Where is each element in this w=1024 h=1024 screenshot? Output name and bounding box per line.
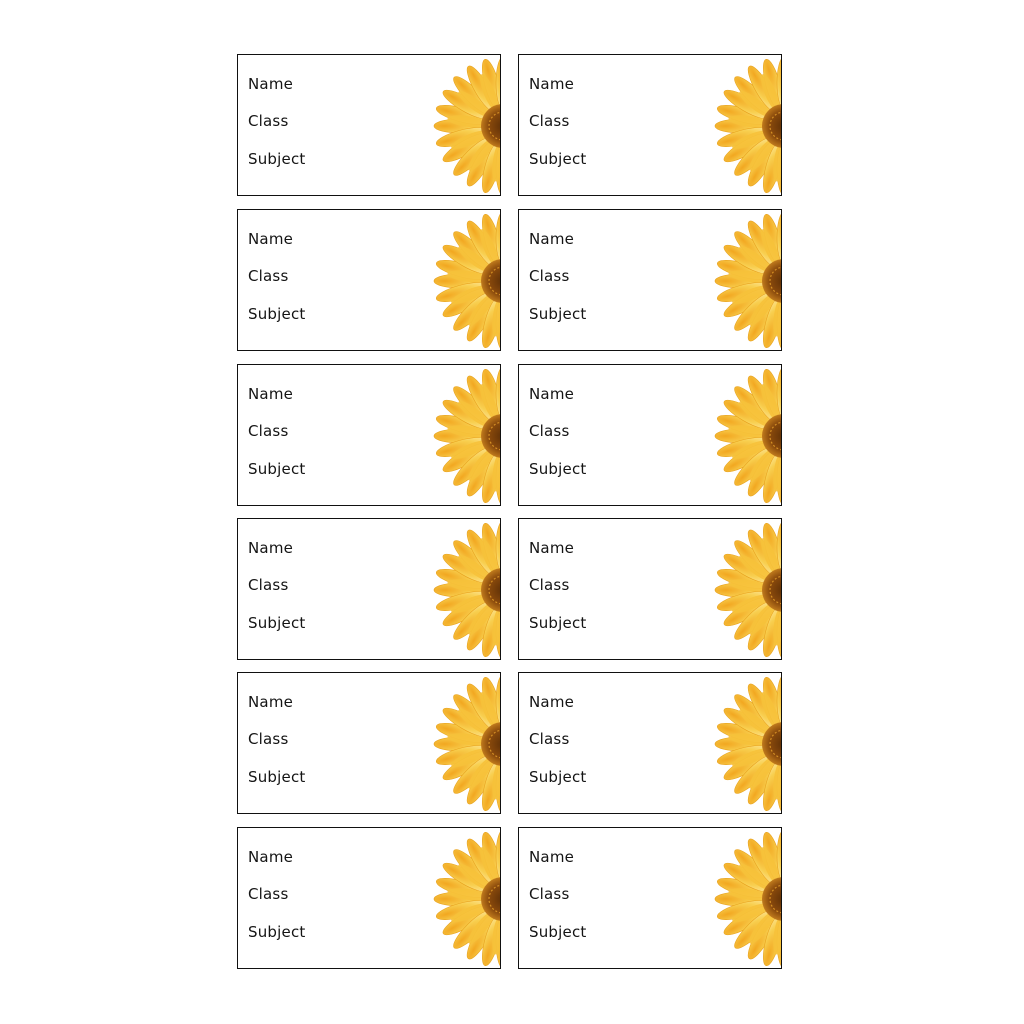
name-label [518,54,782,196]
name-field-label: Name [248,75,294,93]
class-field-label: Class [529,112,570,130]
class-field-label: Class [529,730,570,748]
class-field-label: Class [529,576,570,594]
class-field-label: Class [529,267,570,285]
name-field-label: Name [248,230,294,248]
name-label [237,54,501,196]
sunflower-icon [423,368,501,504]
class-field-label: Class [248,885,289,903]
name-field-label: Name [529,539,575,557]
name-label [518,672,782,814]
sunflower-icon [704,213,782,349]
name-field-label: Name [529,848,575,866]
sunflower-icon [423,522,501,658]
subject-field-label: Subject [248,614,306,632]
sunflower-icon [704,831,782,967]
subject-field-label: Subject [248,305,306,323]
sunflower-icon [423,58,501,194]
class-field-label: Class [248,267,289,285]
subject-field-label: Subject [529,768,587,786]
class-field-label: Class [248,576,289,594]
sunflower-icon [423,831,501,967]
subject-field-label: Subject [529,460,587,478]
name-field-label: Name [248,693,294,711]
name-field-label: Name [529,693,575,711]
sunflower-icon [704,522,782,658]
subject-field-label: Subject [248,768,306,786]
sunflower-icon [704,676,782,812]
sunflower-icon [423,676,501,812]
name-label [518,518,782,660]
subject-field-label: Subject [529,150,587,168]
name-label [237,827,501,969]
subject-field-label: Subject [529,923,587,941]
subject-field-label: Subject [248,923,306,941]
sunflower-icon [704,368,782,504]
name-label [518,209,782,351]
subject-field-label: Subject [248,460,306,478]
subject-field-label: Subject [529,305,587,323]
name-field-label: Name [529,385,575,403]
sunflower-icon [423,213,501,349]
sunflower-icon [704,58,782,194]
name-label [237,672,501,814]
class-field-label: Class [248,730,289,748]
name-label [237,518,501,660]
name-field-label: Name [529,230,575,248]
subject-field-label: Subject [529,614,587,632]
name-field-label: Name [529,75,575,93]
name-field-label: Name [248,539,294,557]
class-field-label: Class [529,422,570,440]
name-field-label: Name [248,848,294,866]
name-field-label: Name [248,385,294,403]
class-field-label: Class [248,112,289,130]
name-label [237,209,501,351]
name-label [518,827,782,969]
class-field-label: Class [529,885,570,903]
name-label [518,364,782,506]
class-field-label: Class [248,422,289,440]
name-label [237,364,501,506]
subject-field-label: Subject [248,150,306,168]
